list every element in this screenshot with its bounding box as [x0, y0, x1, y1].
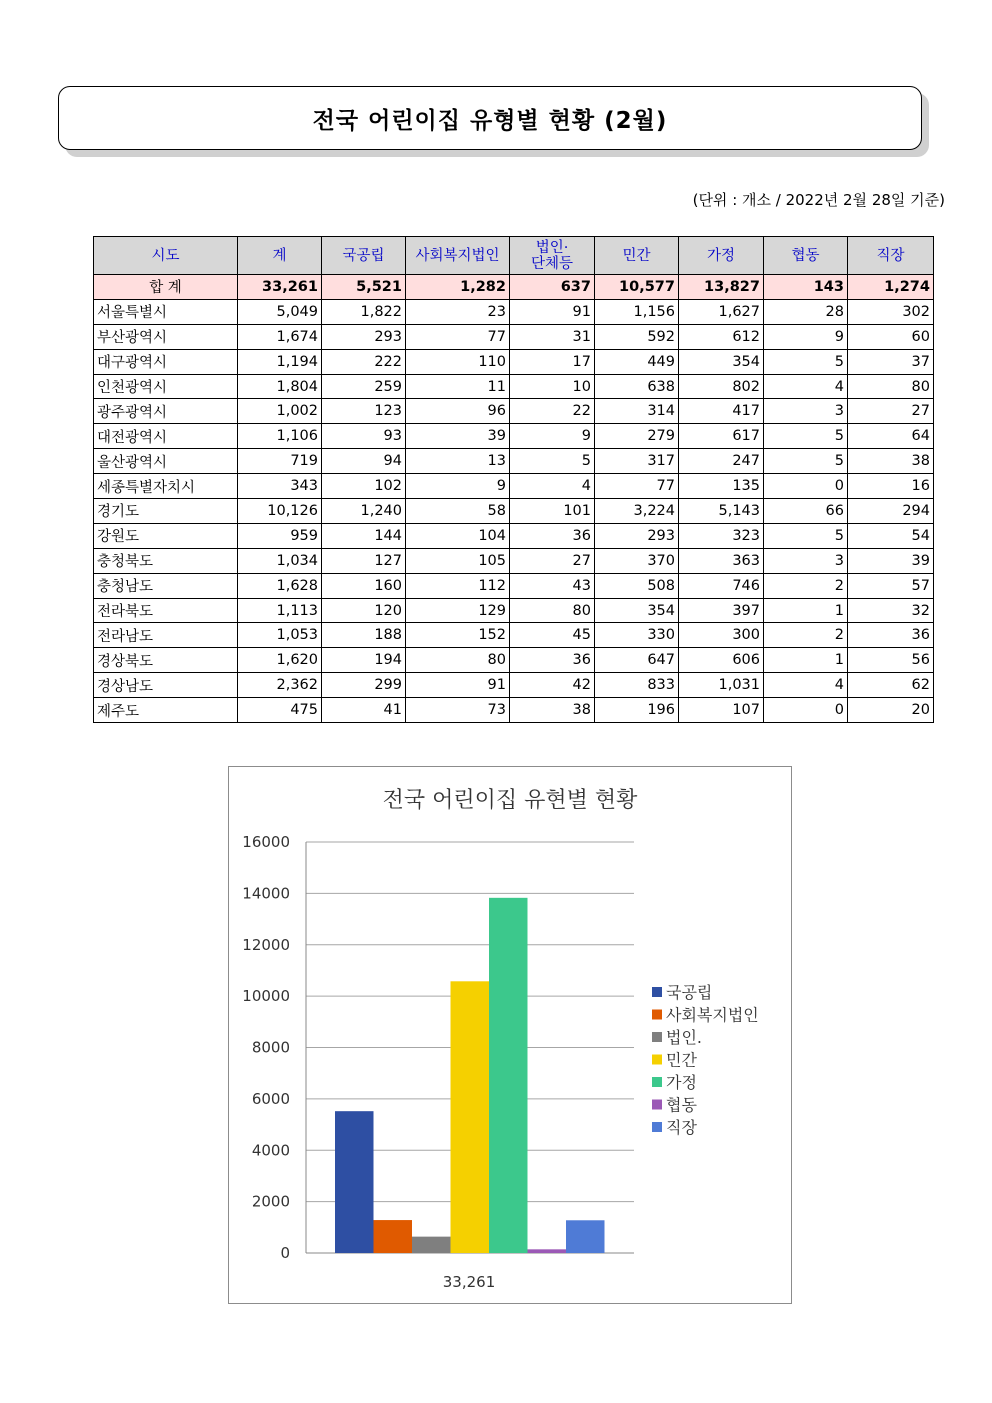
value-cell: 4: [764, 374, 848, 399]
value-cell: 802: [679, 374, 764, 399]
value-cell: 60: [848, 324, 934, 349]
value-cell: 10,126: [238, 499, 322, 524]
value-cell: 1,822: [322, 299, 406, 324]
value-cell: 196: [595, 698, 679, 723]
value-cell: 417: [679, 399, 764, 424]
region-name-cell: 인천광역시: [94, 374, 238, 399]
value-cell: 45: [510, 623, 595, 648]
value-cell: 31: [510, 324, 595, 349]
value-cell: 5: [764, 449, 848, 474]
table-row: [94, 673, 934, 698]
value-cell: 107: [679, 698, 764, 723]
chart-title: 전국 어린이집 유현별 현황: [382, 788, 638, 813]
value-cell: 27: [510, 548, 595, 573]
value-cell: 105: [406, 548, 510, 573]
value-cell: 1,002: [238, 399, 322, 424]
legend-swatch: [652, 987, 662, 997]
header-home: 가정: [679, 237, 764, 275]
value-cell: 38: [848, 449, 934, 474]
value-cell: 3: [764, 399, 848, 424]
legend-label: 협동: [666, 1095, 697, 1115]
value-cell: 1,156: [595, 299, 679, 324]
value-cell: 363: [679, 548, 764, 573]
value-cell: 94: [322, 449, 406, 474]
value-cell: 354: [595, 598, 679, 623]
value-cell: 5: [764, 424, 848, 449]
value-cell: 317: [595, 449, 679, 474]
y-tick-label: 12000: [242, 935, 290, 954]
value-cell: 638: [595, 374, 679, 399]
value-cell: 293: [322, 324, 406, 349]
value-cell: 299: [322, 673, 406, 698]
value-cell: 647: [595, 648, 679, 673]
table-row: [94, 474, 934, 499]
y-tick-label: 0: [280, 1244, 290, 1262]
y-tick-label: 14000: [242, 884, 290, 903]
value-cell: 73: [406, 698, 510, 723]
value-cell: 80: [510, 598, 595, 623]
bar: [528, 1249, 567, 1253]
value-cell: 959: [238, 523, 322, 548]
value-cell: 302: [848, 299, 934, 324]
value-cell: 66: [764, 499, 848, 524]
table-row: [94, 324, 934, 349]
value-cell: 2,362: [238, 673, 322, 698]
value-cell: 120: [322, 598, 406, 623]
total-cell: 5,521: [322, 275, 406, 300]
value-cell: 1,031: [679, 673, 764, 698]
value-cell: 606: [679, 648, 764, 673]
bar: [335, 1111, 374, 1253]
region-name-cell: 서울특별시: [94, 299, 238, 324]
value-cell: 2: [764, 623, 848, 648]
value-cell: 1,106: [238, 424, 322, 449]
legend-swatch: [652, 1100, 662, 1110]
value-cell: 323: [679, 523, 764, 548]
value-cell: 9: [510, 424, 595, 449]
table-row: [94, 548, 934, 573]
unit-note: (단위 : 개소 / 2022년 2월 28일 기준): [692, 191, 945, 209]
region-name-cell: 전라북도: [94, 598, 238, 623]
legend-label: 민간: [666, 1050, 697, 1070]
bar: [374, 1220, 413, 1253]
value-cell: 27: [848, 399, 934, 424]
legend-label: 가정: [666, 1073, 697, 1092]
value-cell: 354: [679, 349, 764, 374]
value-cell: 343: [238, 474, 322, 499]
value-cell: 330: [595, 623, 679, 648]
region-name-cell: 광주광역시: [94, 399, 238, 424]
value-cell: 746: [679, 573, 764, 598]
value-cell: 1: [764, 598, 848, 623]
bar-chart: [229, 767, 791, 1303]
document-title: 전국 어린이집 유형별 현황 (2월): [312, 107, 668, 134]
header-public: 국공립: [322, 237, 406, 275]
header-private: 민간: [595, 237, 679, 275]
value-cell: 77: [595, 474, 679, 499]
value-cell: 1: [764, 648, 848, 673]
table-row: [94, 399, 934, 424]
value-cell: 1,620: [238, 648, 322, 673]
value-cell: 2: [764, 573, 848, 598]
value-cell: 129: [406, 598, 510, 623]
legend-swatch: [652, 1010, 662, 1020]
legend-label: 법인.: [666, 1028, 702, 1047]
value-cell: 4: [510, 474, 595, 499]
y-tick-label: 8000: [251, 1038, 290, 1057]
value-cell: 36: [510, 523, 595, 548]
value-cell: 279: [595, 424, 679, 449]
value-cell: 3,224: [595, 499, 679, 524]
bar: [566, 1220, 605, 1253]
value-cell: 93: [322, 424, 406, 449]
chart-frame: [228, 766, 792, 1304]
region-name-cell: 전라남도: [94, 623, 238, 648]
value-cell: 1,034: [238, 548, 322, 573]
table-row: [94, 449, 934, 474]
region-name-cell: 경기도: [94, 499, 238, 524]
value-cell: 62: [848, 673, 934, 698]
value-cell: 101: [510, 499, 595, 524]
value-cell: 91: [510, 299, 595, 324]
table-row: [94, 698, 934, 723]
bar: [412, 1237, 451, 1253]
value-cell: 259: [322, 374, 406, 399]
total-cell: 1,282: [406, 275, 510, 300]
value-cell: 314: [595, 399, 679, 424]
total-cell: 13,827: [679, 275, 764, 300]
value-cell: 56: [848, 648, 934, 673]
total-cell: 143: [764, 275, 848, 300]
value-cell: 123: [322, 399, 406, 424]
value-cell: 5,049: [238, 299, 322, 324]
region-name-cell: 부산광역시: [94, 324, 238, 349]
header-workplace: 직장: [848, 237, 934, 275]
region-name-cell: 대구광역시: [94, 349, 238, 374]
value-cell: 42: [510, 673, 595, 698]
value-cell: 80: [848, 374, 934, 399]
total-cell: 33,261: [238, 275, 322, 300]
header-social-welfare: 사회복지법인: [406, 237, 510, 275]
legend-label: 사회복지법인: [666, 1005, 759, 1025]
value-cell: 22: [510, 399, 595, 424]
value-cell: 37: [848, 349, 934, 374]
header-corporation: 법인· 단체등: [510, 237, 595, 275]
table-row: [94, 523, 934, 548]
value-cell: 144: [322, 523, 406, 548]
legend-label: 국공립: [666, 983, 713, 1002]
bar: [451, 981, 490, 1253]
total-cell: 1,274: [848, 275, 934, 300]
value-cell: 1,053: [238, 623, 322, 648]
total-cell: 637: [510, 275, 595, 300]
value-cell: 247: [679, 449, 764, 474]
value-cell: 127: [322, 548, 406, 573]
region-name-cell: 경상북도: [94, 648, 238, 673]
region-name-cell: 강원도: [94, 523, 238, 548]
value-cell: 9: [764, 324, 848, 349]
table-row: [94, 424, 934, 449]
value-cell: 110: [406, 349, 510, 374]
table-row: [94, 349, 934, 374]
value-cell: 1,627: [679, 299, 764, 324]
value-cell: 222: [322, 349, 406, 374]
value-cell: 300: [679, 623, 764, 648]
value-cell: 592: [595, 324, 679, 349]
value-cell: 39: [848, 548, 934, 573]
table-row: [94, 299, 934, 324]
value-cell: 4: [764, 673, 848, 698]
table-row: [94, 598, 934, 623]
value-cell: 23: [406, 299, 510, 324]
value-cell: 13: [406, 449, 510, 474]
value-cell: 1,628: [238, 573, 322, 598]
region-name-cell: 경상남도: [94, 673, 238, 698]
bar: [489, 898, 528, 1253]
value-cell: 43: [510, 573, 595, 598]
value-cell: 20: [848, 698, 934, 723]
header-region: 시도: [94, 237, 238, 275]
value-cell: 719: [238, 449, 322, 474]
region-name-cell: 충청북도: [94, 548, 238, 573]
value-cell: 57: [848, 573, 934, 598]
value-cell: 1,194: [238, 349, 322, 374]
value-cell: 612: [679, 324, 764, 349]
value-cell: 370: [595, 548, 679, 573]
value-cell: 1,113: [238, 598, 322, 623]
value-cell: 160: [322, 573, 406, 598]
value-cell: 135: [679, 474, 764, 499]
value-cell: 449: [595, 349, 679, 374]
total-cell-label: 합 계: [94, 275, 238, 300]
value-cell: 102: [322, 474, 406, 499]
value-cell: 32: [848, 598, 934, 623]
value-cell: 0: [764, 698, 848, 723]
value-cell: 17: [510, 349, 595, 374]
table-row: [94, 648, 934, 673]
y-tick-label: 16000: [242, 833, 290, 851]
legend-swatch: [652, 1032, 662, 1042]
value-cell: 397: [679, 598, 764, 623]
value-cell: 188: [322, 623, 406, 648]
value-cell: 508: [595, 573, 679, 598]
value-cell: 58: [406, 499, 510, 524]
value-cell: 475: [238, 698, 322, 723]
value-cell: 293: [595, 523, 679, 548]
y-tick-label: 6000: [251, 1089, 290, 1108]
value-cell: 39: [406, 424, 510, 449]
region-name-cell: 충청남도: [94, 573, 238, 598]
value-cell: 41: [322, 698, 406, 723]
legend-label: 직장: [666, 1118, 697, 1137]
value-cell: 36: [848, 623, 934, 648]
value-cell: 0: [764, 474, 848, 499]
table-row: [94, 573, 934, 598]
legend-swatch: [652, 1077, 662, 1087]
value-cell: 38: [510, 698, 595, 723]
value-cell: 16: [848, 474, 934, 499]
region-name-cell: 대전광역시: [94, 424, 238, 449]
value-cell: 11: [406, 374, 510, 399]
value-cell: 64: [848, 424, 934, 449]
value-cell: 91: [406, 673, 510, 698]
legend-swatch: [652, 1055, 662, 1065]
y-tick-label: 2000: [251, 1192, 290, 1211]
table-header-row: [94, 237, 934, 275]
value-cell: 28: [764, 299, 848, 324]
value-cell: 617: [679, 424, 764, 449]
header-cooperative: 협동: [764, 237, 848, 275]
value-cell: 112: [406, 573, 510, 598]
region-name-cell: 울산광역시: [94, 449, 238, 474]
value-cell: 10: [510, 374, 595, 399]
value-cell: 104: [406, 523, 510, 548]
legend-swatch: [652, 1122, 662, 1132]
value-cell: 1,674: [238, 324, 322, 349]
table-row: [94, 623, 934, 648]
stats-table: [93, 236, 934, 723]
value-cell: 152: [406, 623, 510, 648]
value-cell: 77: [406, 324, 510, 349]
value-cell: 5: [764, 523, 848, 548]
value-cell: 294: [848, 499, 934, 524]
title-box: [58, 86, 922, 150]
total-cell: 10,577: [595, 275, 679, 300]
value-cell: 5: [764, 349, 848, 374]
value-cell: 5,143: [679, 499, 764, 524]
x-category-label: 33,261: [442, 1273, 496, 1291]
value-cell: 3: [764, 548, 848, 573]
value-cell: 1,804: [238, 374, 322, 399]
value-cell: 9: [406, 474, 510, 499]
y-tick-label: 4000: [251, 1141, 290, 1160]
y-tick-label: 10000: [242, 987, 290, 1006]
table-row: [94, 499, 934, 524]
value-cell: 96: [406, 399, 510, 424]
region-name-cell: 제주도: [94, 698, 238, 723]
value-cell: 80: [406, 648, 510, 673]
total-row: [94, 275, 934, 300]
value-cell: 194: [322, 648, 406, 673]
header-total: 계: [238, 237, 322, 275]
value-cell: 5: [510, 449, 595, 474]
region-name-cell: 세종특별자치시: [94, 474, 238, 499]
table-row: [94, 374, 934, 399]
value-cell: 36: [510, 648, 595, 673]
value-cell: 54: [848, 523, 934, 548]
value-cell: 833: [595, 673, 679, 698]
value-cell: 1,240: [322, 499, 406, 524]
